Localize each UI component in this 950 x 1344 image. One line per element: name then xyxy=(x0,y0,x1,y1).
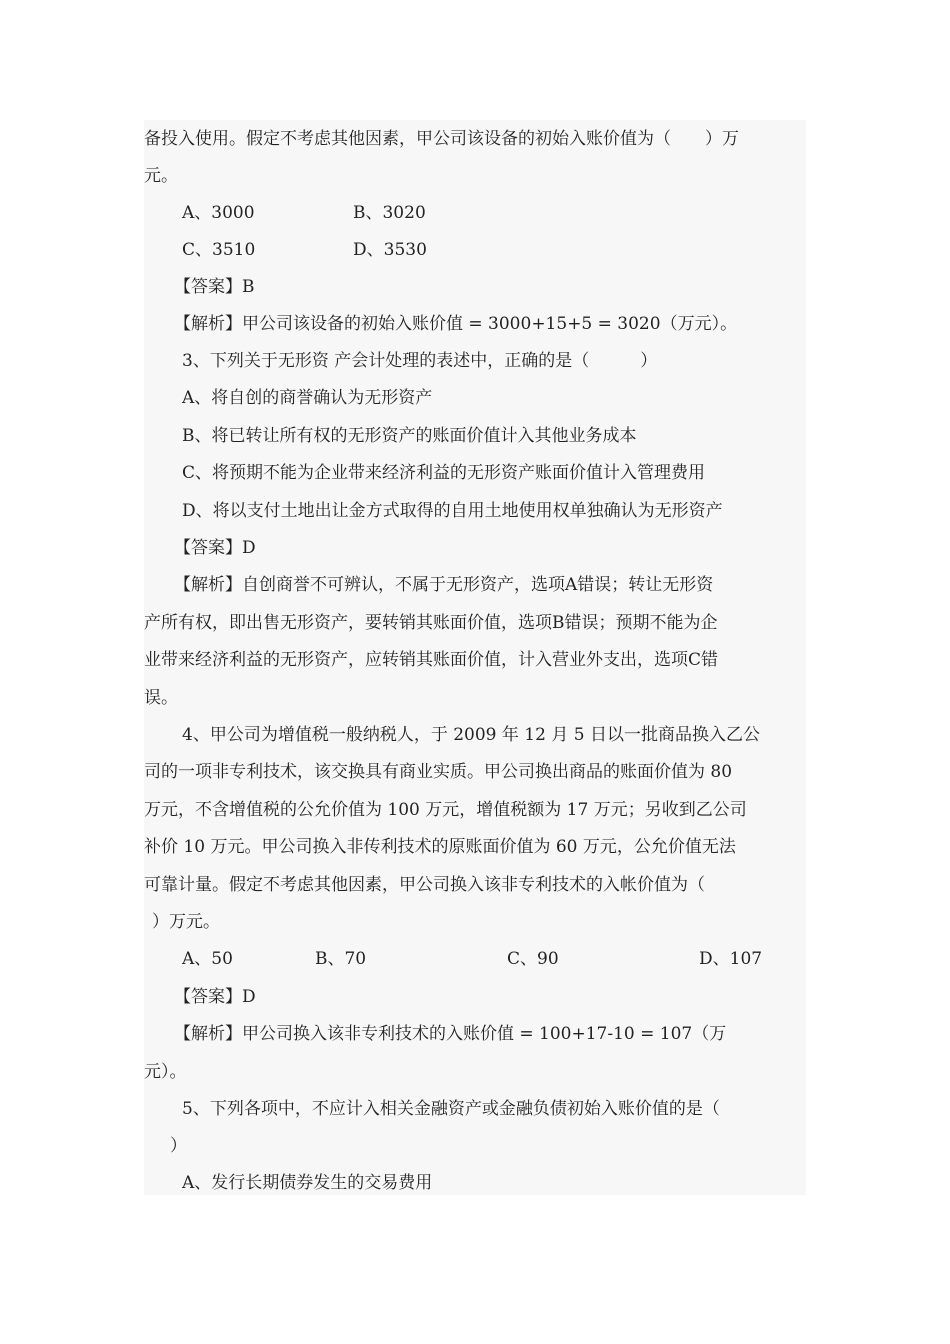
q4-option-b: B、70 xyxy=(315,949,367,969)
q5-option-a: A、发行长期债券发生的交易费用 xyxy=(182,1173,433,1193)
q3-analysis-line: 误。 xyxy=(144,688,178,708)
q2-answer: 【答案】B xyxy=(174,277,255,297)
q4-stem-line: 司的一项非专利技术，该交换具有商业实质。甲公司换出商品的账面价值为 80 xyxy=(144,762,733,782)
q2-stem-line: 元。 xyxy=(144,166,178,186)
q5-stem-line: ） xyxy=(170,1136,187,1156)
q4-stem-line: 可靠计量。假定不考虑其他因素，甲公司换入该非专利技术的入帐价值为（ xyxy=(144,875,705,895)
q4-stem-line: 万元，不含增值税的公允价值为 100 万元，增值税额为 17 万元；另收到乙公司 xyxy=(144,800,747,820)
q3-analysis-line: 【解析】自创商誉不可辨认，不属于无形资产，选项A错误；转让无形资 xyxy=(174,575,714,595)
q3-option-b: B、将已转让所有权的无形资产的账面价值计入其他业务成本 xyxy=(182,426,637,446)
q4-analysis-line: 【解析】甲公司换入该非专利技术的入账价值 = 100+17-10 = 107（万 xyxy=(174,1024,727,1044)
q4-option-c: C、90 xyxy=(507,949,559,969)
q4-stem-line: 4、甲公司为增值税一般纳税人，于 2009 年 12 月 5 日以一批商品换入乙公 xyxy=(182,725,760,745)
q2-analysis: 【解析】甲公司该设备的初始入账价值 = 3000+15+5 = 3020（万元）。 xyxy=(174,314,738,334)
q3-answer: 【答案】D xyxy=(174,538,256,558)
document-page xyxy=(144,120,806,1195)
q3-option-d: D、将以支付土地出让金方式取得的自用土地使用权单独确认为无形资产 xyxy=(182,501,723,521)
q2-option-a: A、3000 xyxy=(182,203,255,223)
q4-stem-line: ）万元。 xyxy=(152,912,220,932)
q3-analysis-line: 产所有权，即出售无形资产，要转销其账面价值，选项B错误；预期不能为企 xyxy=(144,613,718,633)
q2-option-b: B、3020 xyxy=(353,203,426,223)
q4-analysis-line: 元）。 xyxy=(144,1062,187,1082)
q3-option-c: C、将预期不能为企业带来经济利益的无形资产账面价值计入管理费用 xyxy=(182,463,706,483)
q4-answer: 【答案】D xyxy=(174,987,256,1007)
q4-stem-line: 补价 10 万元。甲公司换入非传利技术的原账面价值为 60 万元，公允价值无法 xyxy=(144,837,736,857)
q4-option-a: A、50 xyxy=(182,949,233,969)
q2-stem-line: 备投入使用。假定不考虑其他因素，甲公司该设备的初始入账价值为（ ）万 xyxy=(144,129,739,149)
q3-stem: 3、下列关于无形资 产会计处理的表述中，正确的是（ ） xyxy=(182,351,658,371)
q5-stem-line: 5、下列各项中，不应计入相关金融资产或金融负债初始入账价值的是（ xyxy=(182,1099,720,1119)
q3-analysis-line: 业带来经济利益的无形资产，应转销其账面价值，计入营业外支出，选项C错 xyxy=(144,650,719,670)
q2-option-c: C、3510 xyxy=(182,240,256,260)
q4-option-d: D、107 xyxy=(699,949,763,969)
q2-option-d: D、3530 xyxy=(353,240,427,260)
q3-option-a: A、将自创的商誉确认为无形资产 xyxy=(182,388,433,408)
